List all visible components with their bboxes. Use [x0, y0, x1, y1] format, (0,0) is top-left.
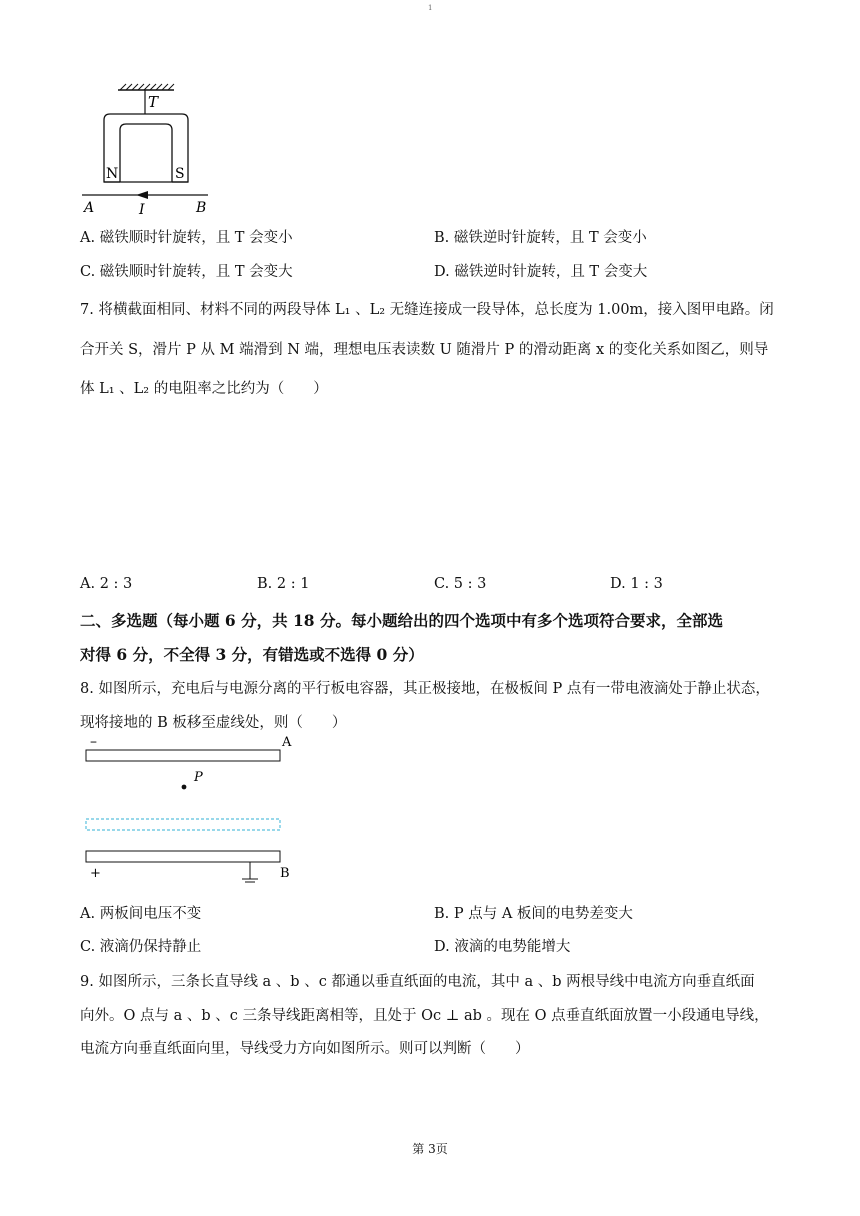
q6-option-d: D. 磁铁逆时针旋转，且 T 会变大	[434, 264, 648, 280]
plate-b	[86, 851, 280, 862]
label-T: T	[148, 93, 159, 111]
q7-option-a: A. 2 : 3	[80, 576, 133, 592]
label-B: B	[196, 200, 207, 216]
plate-label-a: A	[282, 735, 292, 750]
q7-line-1: 7. 将横截面相同、材料不同的两段导体 L₁ 、L₂ 无缝连接成一段导体，总长度为 1.00m，接入图甲电路。闭	[80, 302, 774, 318]
q6-option-a: A. 磁铁顺时针旋转，且 T 会变小	[80, 230, 293, 246]
dashed-plate-position	[86, 819, 280, 830]
q8-option-a: A. 两板间电压不变	[80, 906, 202, 922]
q9-line-3: 电流方向垂直纸面向里，导线受力方向如图所示。则可以判断（ ）	[80, 1041, 530, 1057]
current-arrow-icon	[136, 191, 148, 199]
magnet-figure	[78, 80, 218, 220]
plate-a	[86, 750, 280, 761]
label-p: P	[194, 770, 203, 785]
q8-option-d: D. 液滴的电势能增大	[434, 939, 571, 955]
ground-icon	[242, 862, 258, 883]
q9-line-2: 向外。O 点与 a 、b 、c 三条导线距离相等，且处于 Oc ⊥ ab 。现在 O 点垂直纸面放置一小段通电导线，	[80, 1008, 769, 1024]
q6-option-b: B. 磁铁逆时针旋转，且 T 会变小	[434, 230, 647, 246]
q7-option-c: C. 5 : 3	[434, 576, 487, 592]
capacitor-figure	[82, 733, 302, 883]
q8-line-2: 现将接地的 B 板移至虚线处，则（ ）	[80, 715, 347, 731]
droplet-point	[182, 785, 187, 790]
section-2-heading-line-2: 对得 6 分，不全得 3 分，有错选或不选得 0 分）	[80, 645, 424, 664]
page-number: 第 3页	[412, 1142, 448, 1156]
section-2-heading-line-1: 二、多选题（每小题 6 分，共 18 分。每小题给出的四个选项中有多个选项符合要求，全部选	[80, 611, 723, 630]
q8-option-c: C. 液滴仍保持静止	[80, 939, 202, 955]
label-A: A	[84, 200, 95, 216]
plus-sign: +	[90, 866, 101, 881]
q7-option-d: D. 1 : 3	[610, 576, 663, 592]
header-mark: 1	[428, 4, 433, 12]
q8-option-b: B. P 点与 A 板间的电势差变大	[434, 906, 633, 922]
q9-line-1: 9. 如图所示，三条长直导线 a 、b 、c 都通以垂直纸面的电流，其中 a 、b 两根导线中电流方向垂直纸面	[80, 974, 755, 990]
plate-label-b: B	[280, 866, 290, 881]
minus-sign: –	[90, 734, 97, 750]
q7-line-3: 体 L₁ 、L₂ 的电阻率之比约为（ ）	[80, 381, 328, 397]
label-N: N	[106, 166, 119, 182]
q8-line-1: 8. 如图所示，充电后与电源分离的平行板电容器，其正极接地，在极板间 P 点有一带电液滴处于静止状态，	[80, 681, 770, 697]
label-I: I	[139, 202, 145, 218]
label-S: S	[175, 166, 185, 182]
q6-option-c: C. 磁铁顺时针旋转，且 T 会变大	[80, 264, 293, 280]
q7-option-b: B. 2 : 1	[257, 576, 310, 592]
q7-line-2: 合开关 S，滑片 P 从 M 端滑到 N 端，理想电压表读数 U 随滑片 P 的滑动距离 x 的变化关系如图乙，则导	[80, 342, 769, 358]
